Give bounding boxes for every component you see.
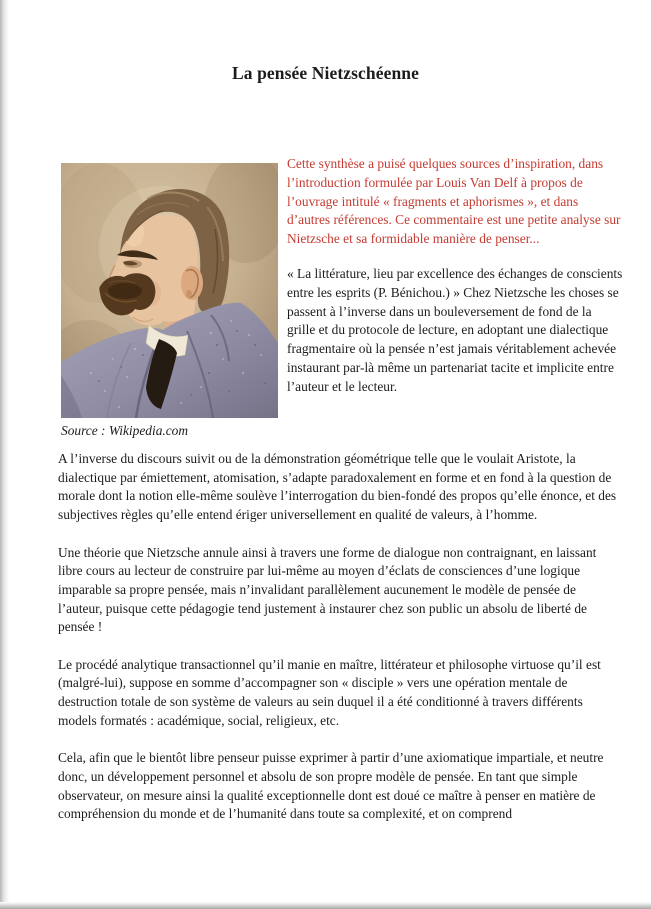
intro-paragraph: Cette synthèse a puisé quelques sources d’inspiration, dans l’introduction formulée par Louis Van Delf à propos de l’ouvrage intitulé « fragments et aphorismes », et dans d’autres références. Ce commentaire est une petite analyse sur Nietzsche et sa formidable manière de penser... <box>287 156 621 247</box>
body-paragraph-3: Le procédé analytique transactionnel qu’il manie en maître, littérateur et philosophe virtuose qu’il est (malgré-lui), suppose en somme d’accompagner son « disciple » vers une opération mentale de destruction totale de son système de valeurs au sein duquel il a été conditionné à travers différents models formatés : académique, social, religieux, etc. <box>58 656 601 728</box>
body-paragraph-1: A l’inverse du discours suivit ou de la démonstration géométrique telle que le voulait Aristote, la dialectique par émiettement, atomisation, s’adapte paradoxalement en forme et en fond à la question de morale dont la notion elle-même soulève l’interrogation du bien-fondé des propos qu’elle énonce, et des subjectives règles qu’elle entend ériger universellement en qualité de valeurs, à l’homme. <box>58 451 617 523</box>
page-bottom-shadow <box>0 902 651 909</box>
portrait-figure <box>61 163 278 439</box>
page-left-shadow <box>0 0 9 909</box>
intro-column <box>287 155 623 397</box>
quote-paragraph: « La littérature, lieu par excellence des échanges de conscients entre les esprits (P. Bénichou.) » Chez Nietzsche les choses se passent à l’inverse dans un bouleversement de fond de la grille et du protocole de lecture, en adoptant une dialectique fragmentaire où la pensée n’est jamais véritablement achevée instaurant par-là même un partenariat tacite et implicite entre l’auteur et le lecteur. <box>287 265 623 394</box>
nietzsche-portrait-image <box>61 163 278 418</box>
portrait-caption: Source : Wikipedia.com <box>61 423 189 438</box>
body-text <box>58 450 618 843</box>
body-paragraph-2: Une théorie que Nietzsche annule ainsi à travers une forme de dialogue non contraignant, en laissant libre cours au lecteur de construire par lui-même au moyen d’éclats de consciences d’une logique imparable sa propre pensée, mais n’invalidant parallèlement aucunement le modèle de pensée de l’auteur, puisque cette pédagogie tend justement à instaurer chez son public un absolu de liberté de pensée ! <box>58 544 597 635</box>
page-title: La pensée Nietzschéenne <box>232 63 419 83</box>
body-paragraph-4: Cela, afin que le bientôt libre penseur puisse exprimer à partir d’une axiomatique impartiale, et neutre donc, un développement personnel et absolu de son propre modèle de pensée. En tant que simple observateur, on mesure ainsi la qualité exceptionnelle dont est doué ce maître à penser en matière de compréhension du monde et de l’humanité dans toute sa complexité, et on comprend <box>58 750 604 822</box>
